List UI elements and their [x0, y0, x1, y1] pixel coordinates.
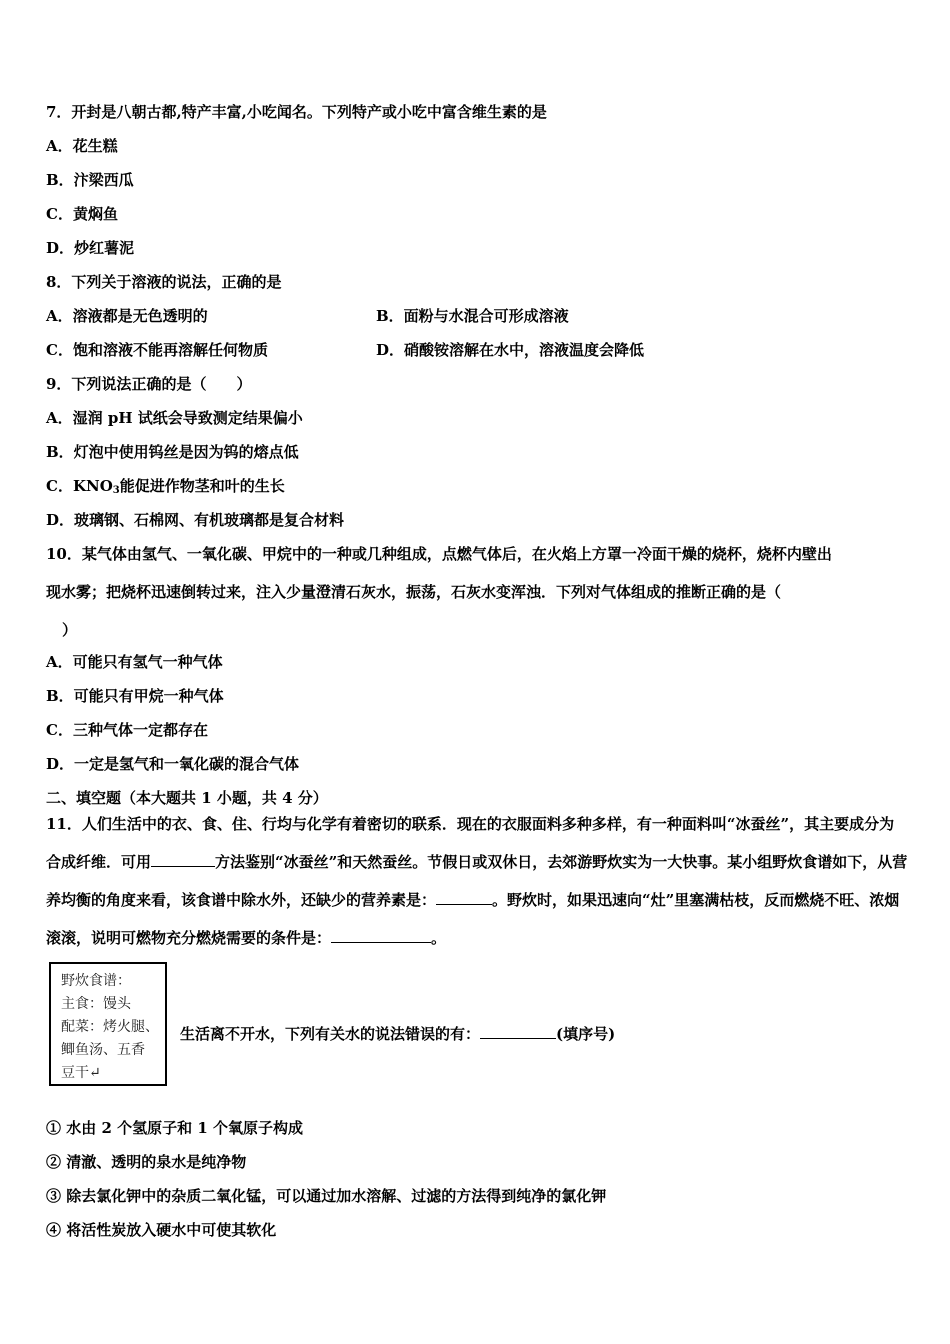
- q7-option-d: D．炒红薯泥: [46, 239, 135, 257]
- water-answer-blank[interactable]: [480, 1022, 556, 1039]
- q11-blank-condition[interactable]: [331, 926, 431, 943]
- q9-option-c-subscript: 3: [112, 485, 120, 496]
- q9-option-c-text: 能促进作物茎和叶的生长: [119, 477, 285, 495]
- q10-stem-line3: ）: [62, 621, 78, 639]
- q9-option-d: D．玻璃钢、石棉网、有机玻璃都是复合材料: [46, 511, 345, 529]
- q11-text-2: 方法鉴别“冰蚕丝”和天然蚕丝。节假日或双休日，去郊游野炊实为一大快事。某小组野炊食谱如下，从营养均衡的角度来看，该食谱中除水外，还缺少的营养素是：: [46, 853, 908, 909]
- menu-line: 主食：馒头: [61, 996, 131, 1012]
- menu-line: 鲫鱼汤、五香: [61, 1042, 145, 1058]
- q9-stem: 9．下列说法正确的是（ ）: [46, 375, 252, 393]
- q9-option-c: [46, 476, 285, 501]
- q10-option-a: A．可能只有氢气一种气体: [46, 653, 223, 671]
- q7-option-c: C．黄焖鱼: [46, 205, 118, 223]
- q7-stem: 7．开封是八朝古都,特产丰富,小吃闻名。下列特产或小吃中富含维生素的是: [46, 103, 547, 121]
- water-option-2: ② 清澈、透明的泉水是纯净物: [46, 1153, 247, 1171]
- q7-option-a: A．花生糕: [46, 137, 118, 155]
- q11-blank-method[interactable]: [151, 850, 215, 867]
- q10-option-b: B．可能只有甲烷一种气体: [46, 687, 224, 705]
- q11-text-1: 11．人们生活中的衣、食、住、行均与化学有着密切的联系．现在的衣服面料多种多样，有一种面料叫“冰蚕丝”，其主要成分为合成纤维．可用: [46, 815, 895, 871]
- menu-line: 豆干↵: [61, 1065, 101, 1081]
- menu-line: 野炊食谱：: [61, 973, 131, 989]
- q7-option-b: B．汴梁西瓜: [46, 171, 134, 189]
- q8-stem: 8．下列关于溶液的说法，正确的是: [46, 273, 282, 291]
- q11-blank-nutrient[interactable]: [436, 888, 492, 905]
- picnic-menu-box: [49, 962, 167, 1086]
- q9-option-c-formula: KNO: [72, 477, 113, 495]
- q10-option-d: D．一定是氢气和一氧化碳的混合气体: [46, 755, 300, 773]
- water-question-suffix: (填序号): [556, 1025, 616, 1043]
- q11-text-4: 。: [431, 929, 447, 947]
- q9-option-a: A．湿润 pH 试纸会导致测定结果偏小: [46, 409, 303, 427]
- water-question: [180, 1022, 615, 1044]
- q10-option-c: C．三种气体一定都存在: [46, 721, 208, 739]
- water-option-1: ① 水由 2 个氢原子和 1 个氧原子构成: [46, 1119, 303, 1137]
- q8-option-a: A．溶液都是无色透明的: [46, 307, 208, 325]
- q10-stem-line1: 10．某气体由氢气、一氧化碳、甲烷中的一种或几种组成，点燃气体后，在火焰上方罩一冷面干燥的烧杯，烧杯内壁出: [46, 545, 832, 563]
- q11-text-3: 。野炊时，如果迅速向“灶”里塞满枯枝，反而燃烧不旺、浓烟滚滚，说明可燃物充分燃烧需要的条件是：: [46, 891, 900, 947]
- q8-option-c: C．饱和溶液不能再溶解任何物质: [46, 341, 268, 359]
- water-option-4: ④ 将活性炭放入硬水中可使其软化: [46, 1221, 277, 1239]
- menu-line: 配菜：烤火腿、: [61, 1019, 159, 1035]
- q10-stem-line2: 现水雾；把烧杯迅速倒转过来，注入少量澄清石灰水，振荡，石灰水变浑浊．下列对气体组成的推断正确的是（: [46, 583, 782, 601]
- q8-option-d: D．硝酸铵溶解在水中，溶液温度会降低: [376, 341, 645, 359]
- section-heading: 二、填空题（本大题共 1 小题，共 4 分）: [46, 789, 328, 807]
- water-question-text: 生活离不开水，下列有关水的说法错误的有：: [180, 1025, 481, 1043]
- q9-option-b: B．灯泡中使用钨丝是因为钨的熔点低: [46, 443, 299, 461]
- q8-option-b: B．面粉与水混合可形成溶液: [376, 307, 569, 325]
- q9-option-c-letter: C．: [46, 477, 73, 495]
- q11-paragraph: [46, 805, 908, 957]
- water-option-3: ③ 除去氯化钾中的杂质二氧化锰，可以通过加水溶解、过滤的方法得到纯净的氯化钾: [46, 1187, 607, 1205]
